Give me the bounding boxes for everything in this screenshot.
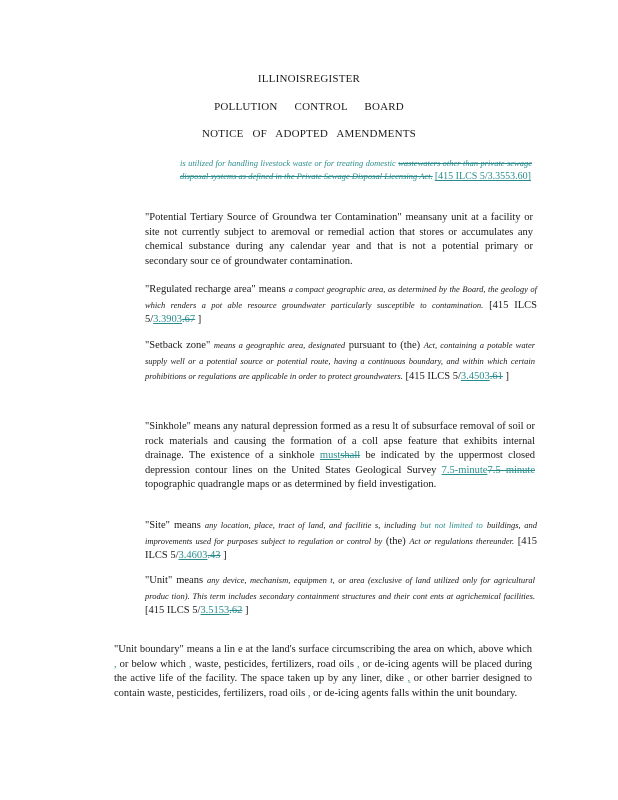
definition-text: a compact geographic area, as determined by the Board, the geology of which renders a pot able resource groundwater particularly susceptible to contamination. (145, 284, 538, 310)
citation-new-number: 3.3903 (153, 314, 183, 325)
definition-means: means (174, 520, 201, 531)
definition-unit-boundary (114, 643, 532, 701)
definition-text-a: means a lin e at the land's surface circumscribing the area on which, above which (186, 644, 533, 655)
register-title: ILLINOISREGISTER (257, 73, 361, 85)
citation-close: ] (505, 371, 509, 382)
definition-term: "Setback zone" (145, 340, 211, 351)
definition-text-b: buildings, and improvements used for purposes subject to regulation or control by (145, 520, 537, 546)
deleted-7-5-minute: 7.5 minute (487, 464, 535, 476)
definition-term: "Unit boundary" (114, 644, 184, 655)
definition-text-a: any location, place, tract of land, and facilitie s, including (204, 520, 417, 530)
intro-struck-text: wastewaters other than private sewage disposal systems as defined in the Private Sewage Disposal Licensing Act. (180, 158, 532, 181)
inserted-comma: , (114, 658, 117, 670)
definition-text-b: be indicated by the uppermost closed depression contour lines on the United States Geological Survey (145, 450, 535, 476)
inserted-comma: , (357, 658, 360, 670)
definition-regulated-recharge-area (145, 282, 537, 328)
citation-close: ] (223, 550, 227, 561)
citation-prefix: [415 ILCS 5/ (145, 605, 201, 616)
definition-site (145, 518, 537, 564)
citation-close: ] (245, 605, 249, 616)
inserted-must: must (319, 450, 341, 461)
intro-citation: [415 ILCS 5/3.3553.60] (434, 171, 531, 182)
citation-old-number: .67 (182, 314, 196, 325)
citation-prefix: [415 ILCS 5/ (145, 535, 538, 561)
definition-setback-zone (145, 338, 535, 385)
inserted-comma: , (307, 687, 311, 699)
inserted-comma: , (407, 673, 411, 684)
definition-sinkhole (145, 420, 535, 493)
citation-close: ] (197, 314, 202, 325)
citation-new-number: 3.4603 (178, 550, 208, 561)
definition-text-c: topographic quadrangle maps or as determined by field investigation. (145, 479, 437, 490)
inserted-7-5-minute: 7.5-minute (441, 464, 488, 476)
inserted-but-not-limited-to: but not limited to (420, 520, 483, 530)
board-title: POLLUTION CONTROL BOARD (214, 101, 404, 113)
citation-prefix: [415 ILCS 5/ (405, 371, 461, 382)
definition-term: "Site" (145, 520, 170, 531)
definition-potential-tertiary-source (145, 211, 533, 269)
citation-old-number: .43 (207, 550, 221, 561)
intro-text: is utilized for handling livestock waste or for treating domestic (180, 158, 396, 168)
intro-fragment (180, 157, 532, 183)
definition-term: "Unit" (145, 575, 173, 586)
definition-means: means (258, 284, 286, 295)
citation-new-number: 3.5153 (200, 605, 230, 616)
definition-text-e: or other barrier designed to contain waste, pesticides, fertilizers, road oils (114, 673, 533, 699)
definition-term: "Potential Tertiary Source of Groundwa ter Contamination" (145, 212, 402, 223)
definition-text-b: Act, containing a potable water supply well or a potential source or potential route, having a continuous boundary, and within which certain prohibitions or regulations are applicable in order to protect groundwaters. (145, 340, 536, 381)
definition-term: "Regulated recharge area" (145, 284, 256, 295)
inserted-comma: , (188, 658, 192, 670)
definition-text-c: waste, pesticides, fertilizers, road oils (194, 658, 354, 670)
citation-old-number: .61 (489, 371, 503, 382)
definition-text-f: or de-icing agents falls within the unit boundary. (313, 687, 518, 699)
definition-term: "Sinkhole" (145, 421, 191, 432)
definition-text-d: or de-icing agents will be placed during the active life of the facility. The space taken up by any liner, dike (114, 658, 533, 684)
notice-title: NOTICE OF ADOPTED AMENDMENTS (202, 128, 416, 140)
citation-old-number: .62 (229, 605, 243, 616)
citation-new-number: 3.4503 (460, 371, 490, 382)
definition-text-b: or below which (119, 658, 186, 670)
citation-prefix: [415 ILCS 5/ (145, 299, 538, 325)
definition-unit (145, 573, 535, 619)
definition-text-c: Act or regulations thereunder. (409, 535, 515, 546)
definition-text: any device, mechanism, equipmen t, or area (exclusive of land utilized only for agricultural produc tion). This term includes secondary containment structures and their cont ents at agrichemical facilities. (145, 575, 536, 601)
definition-the: (the) (385, 535, 406, 547)
definition-means: means (176, 575, 204, 586)
definition-text: meansany unit at a facility or site not currently subject to aremoval or remedial action that stores or accumulates any chemical substance during any calendar year and that is not a potential primary or secondary sour ce of groundwater contamination. (145, 212, 533, 267)
definition-text-a: means a geographic area, designated (213, 340, 346, 350)
definition-pursuant: pursuant to (the) (348, 340, 421, 351)
definition-text-a: means any natural depression formed as a resu lt of subsurface removal of soil or rock materials and causing the formation of a coll apse feature that exhibits internal drainage. The existence of a sinkhole (145, 421, 535, 461)
deleted-shall: shall (340, 450, 361, 461)
